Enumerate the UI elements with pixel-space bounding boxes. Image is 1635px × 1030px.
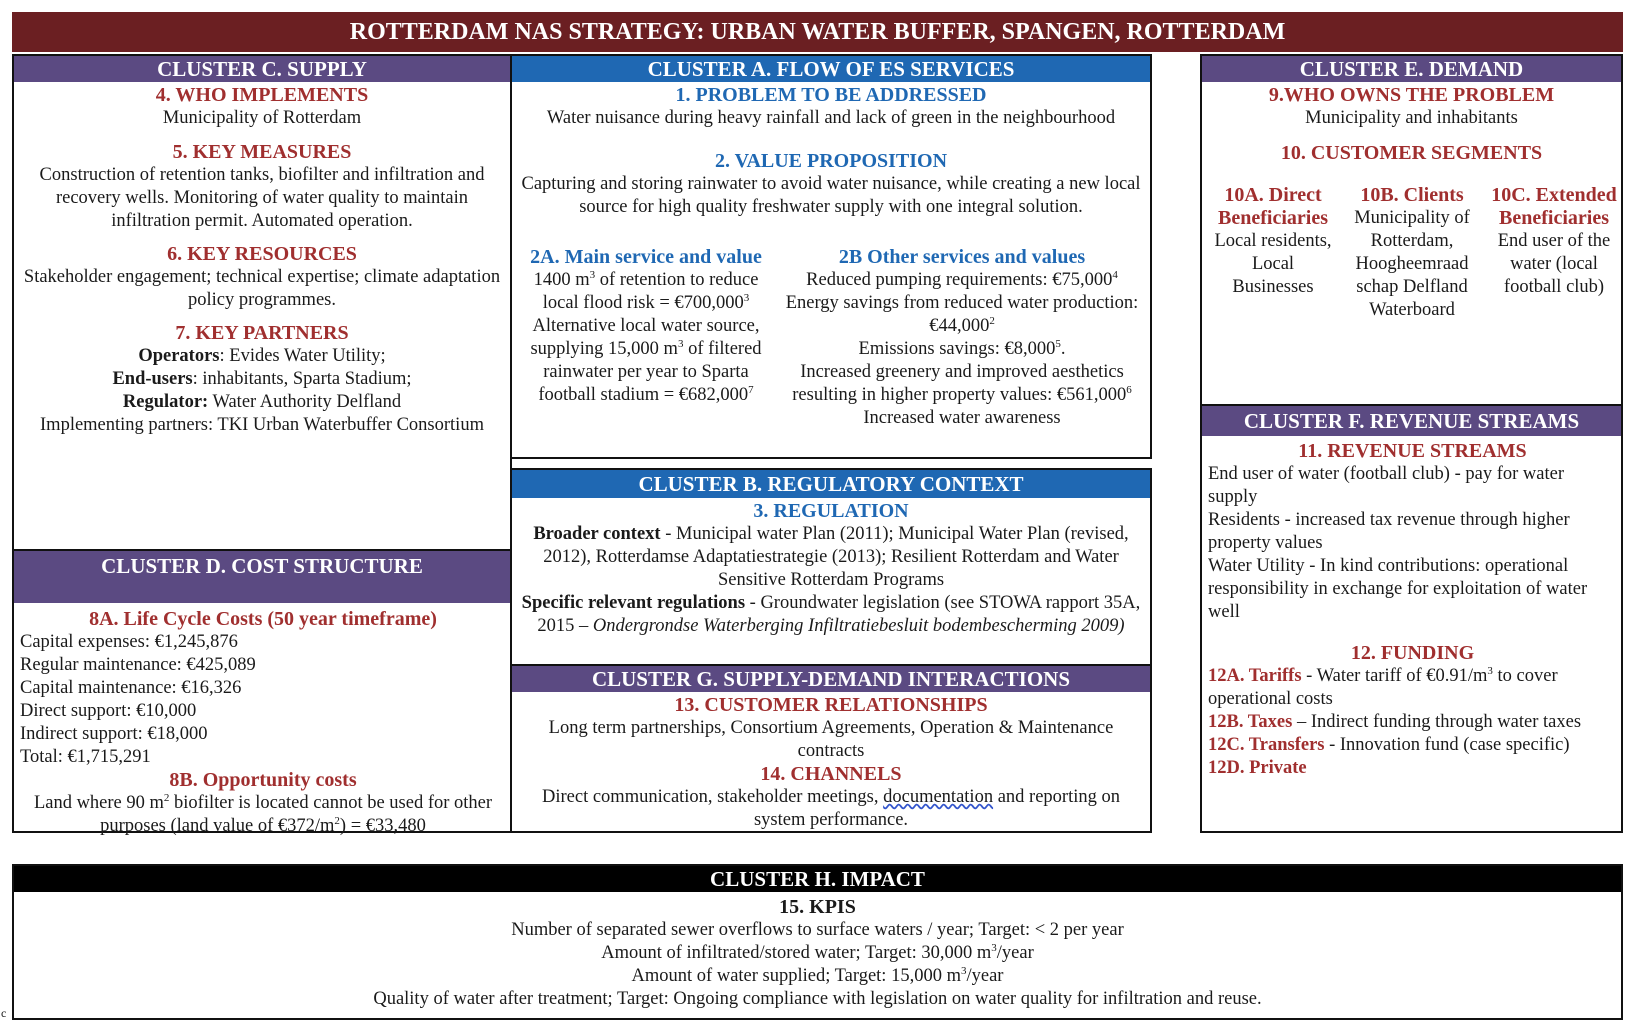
other-service-energy: Energy savings from reduced water production: €44,000$^2$ — [785, 293, 1139, 336]
key-measures-text: Construction of retention tanks, biofilter and infiltration and recovery wells. Monitoring of water quality to maintain infiltration permit. Automated operation. — [39, 165, 485, 231]
funding-title: 12. FUNDING — [1350, 642, 1475, 664]
revenue-water-utility: Water Utility - In kind contributions: operational responsibility in exchange for exploitation of water well — [1208, 556, 1588, 622]
partner-end-users: End-users: inhabitants, Sparta Stadium; — [112, 369, 412, 389]
segment-extended-text: End user of the water (local football club) — [1497, 231, 1611, 297]
segment-clients-text: Municipality of Rotterdam, Hoogheemraad schap Delfland Waterboard — [1354, 208, 1470, 320]
cost-direct-support: Direct support: €10,000 — [20, 701, 197, 721]
value-proposition-text: Capturing and storing rainwater to avoid water nuisance, while creating a new local source for high quality freshwater supply with one integral solution. — [521, 174, 1141, 217]
cluster-e-header: CLUSTER E. DEMAND — [1202, 56, 1621, 82]
partner-regulator: Regulator: Water Authority Delfland — [122, 392, 402, 412]
cost-capital-maintenance: Capital maintenance: €16,326 — [20, 678, 242, 698]
opportunity-costs-text: Land where 90 $m^2$ biofilter is located cannot be used for other purposes (land value of $€372/m^2$) = €33,480 — [33, 791, 493, 836]
segment-direct-text: Local residents, Local Businesses — [1214, 231, 1332, 297]
kpi-water-supplied: Amount of water supplied; Target: 15,000 $m^3$/year — [631, 964, 1004, 986]
cluster-e-panel — [1200, 54, 1623, 406]
cluster-b-header: CLUSTER B. REGULATORY CONTEXT — [512, 470, 1150, 498]
main-service-retention: 1400 $m^3$ of retention to reduce local flood risk = $€700,000^3$ — [533, 268, 759, 313]
cluster-c-header: CLUSTER C. SUPPLY — [14, 56, 510, 82]
cluster-d-header: CLUSTER D. COST STRUCTURE — [14, 551, 510, 603]
life-cycle-costs-title: 8A. Life Cycle Costs (50 year timeframe) — [89, 608, 437, 630]
customer-relationships-text: Long term partnerships, Consortium Agreements, Operation & Maintenance contracts — [548, 718, 1114, 761]
partner-operators: Operators: Evides Water Utility; — [138, 346, 386, 366]
segment-direct-title: 10A. Direct Beneficiaries — [1218, 184, 1328, 229]
segment-extended-title: 10C. Extended Beneficiaries — [1491, 184, 1617, 229]
key-partners-title: 7. KEY PARTNERS — [175, 322, 349, 344]
customer-segments-title: 10. CUSTOMER SEGMENTS — [1280, 142, 1543, 164]
channels-text: Direct communication, stakeholder meetings, documentation and reporting on system performance. — [542, 787, 1120, 830]
other-service-emissions: Emissions savings: €8,000$^5$. — [858, 337, 1066, 359]
segment-clients-title: 10B. Clients — [1360, 184, 1464, 206]
revenue-residents: Residents - increased tax revenue through higher property values — [1208, 510, 1570, 553]
other-service-awareness: Increased water awareness — [863, 408, 1061, 428]
cluster-g-panel — [510, 664, 1152, 833]
customer-relationships-title: 13. CUSTOMER RELATIONSHIPS — [674, 694, 988, 716]
who-owns-problem-title: 9.WHO OWNS THE PROBLEM — [1268, 84, 1555, 106]
specific-regulations-text: Specific relevant regulations - Groundwater legislation (see STOWA rapport 35A, 2015 – Ondergrondse Waterberging Infiltratiebesluit bodembescherming 2009) — [521, 593, 1141, 636]
regulation-title: 3. REGULATION — [753, 500, 909, 522]
problem-text: Water nuisance during heavy rainfall and lack of green in the neighbourhood — [546, 108, 1116, 128]
corner-mark: c — [1, 1006, 7, 1020]
kpi-infiltrated-water: Amount of infiltrated/stored water; Target: 30,000 $m^3$/year — [601, 941, 1034, 963]
cost-regular-maintenance: Regular maintenance: €425,089 — [20, 655, 256, 675]
other-service-pumping: Reduced pumping requirements: €75,000$^4$ — [806, 268, 1118, 290]
value-proposition-title: 2. VALUE PROPOSITION — [714, 150, 948, 172]
broader-context-text: Broader context - Municipal water Plan (2011); Municipal Water Plan (revised, 2012), Rotterdamse Adaptatiestrategie (2013); Resilient Rotterdam and Water Sensitive Rotterdam Programs — [533, 524, 1129, 590]
cost-total: Total: €1,715,291 — [20, 747, 151, 767]
cluster-c-panel — [12, 54, 512, 551]
cluster-a-header: CLUSTER A. FLOW OF ES SERVICES — [512, 56, 1150, 82]
who-implements-title: 4. WHO IMPLEMENTS — [155, 84, 369, 106]
kpis-title: 15. KPIS — [779, 896, 856, 918]
revenue-streams-title: 11. REVENUE STREAMS — [1298, 440, 1527, 462]
key-resources-title: 6. KEY RESOURCES — [167, 243, 357, 265]
funding-taxes: 12B. Taxes – Indirect funding through water taxes — [1208, 712, 1582, 732]
cluster-h-panel — [12, 864, 1623, 1020]
cluster-b-panel — [510, 468, 1152, 666]
problem-title: 1. PROBLEM TO BE ADDRESSED — [675, 84, 987, 106]
cluster-h-header: CLUSTER H. IMPACT — [14, 866, 1621, 892]
cost-capital: Capital expenses: €1,245,876 — [20, 632, 238, 652]
funding-transfers: 12C. Transfers - Innovation fund (case specific) — [1208, 735, 1570, 755]
funding-tariffs: 12A. Tariffs - Water tariff of $€0.91/m^3$ to cover operational costs — [1208, 664, 1558, 709]
other-service-greenery: Increased greenery and improved aesthetics resulting in higher property values: €561,000$^6$ — [792, 362, 1132, 405]
kpi-sewer-overflows: Number of separated sewer overflows to surface waters / year; Target: < 2 per year — [511, 920, 1124, 940]
cluster-d-panel — [12, 549, 512, 836]
partner-implementing: Implementing partners: TKI Urban Waterbuffer Consortium — [40, 415, 484, 435]
cluster-f-panel — [1200, 404, 1623, 833]
key-measures-title: 5. KEY MEASURES — [172, 141, 352, 163]
main-service-water-source: Alternative local water source, supplying 15,000 $m^3$ of filtered rainwater per year to Sparta football stadium = $€682,000^7$ — [530, 316, 762, 405]
who-owns-problem-text: Municipality and inhabitants — [1305, 108, 1518, 128]
kpi-water-quality: Quality of water after treatment; Target: Ongoing compliance with legislation on water quality for infiltration and reuse. — [373, 989, 1262, 1009]
main-service-title: 2A. Main service and value — [530, 246, 762, 268]
who-implements-text: Municipality of Rotterdam — [162, 108, 362, 128]
revenue-football-club: End user of water (football club) - pay for water supply — [1208, 464, 1564, 507]
other-services-title: 2B Other services and values — [838, 246, 1086, 268]
cost-indirect-support: Indirect support: €18,000 — [20, 724, 208, 744]
key-resources-text: Stakeholder engagement; technical expertise; climate adaptation policy programmes. — [23, 267, 501, 310]
cluster-f-header: CLUSTER F. REVENUE STREAMS — [1202, 406, 1621, 436]
funding-private: 12D. Private — [1208, 758, 1307, 778]
cluster-a-panel — [510, 54, 1152, 459]
channels-title: 14. CHANNELS — [760, 763, 902, 785]
opportunity-costs-title: 8B. Opportunity costs — [169, 769, 357, 791]
page-title: ROTTERDAM NAS STRATEGY: URBAN WATER BUFFER, SPANGEN, ROTTERDAM — [12, 12, 1623, 52]
cluster-g-header: CLUSTER G. SUPPLY-DEMAND INTERACTIONS — [512, 666, 1150, 692]
